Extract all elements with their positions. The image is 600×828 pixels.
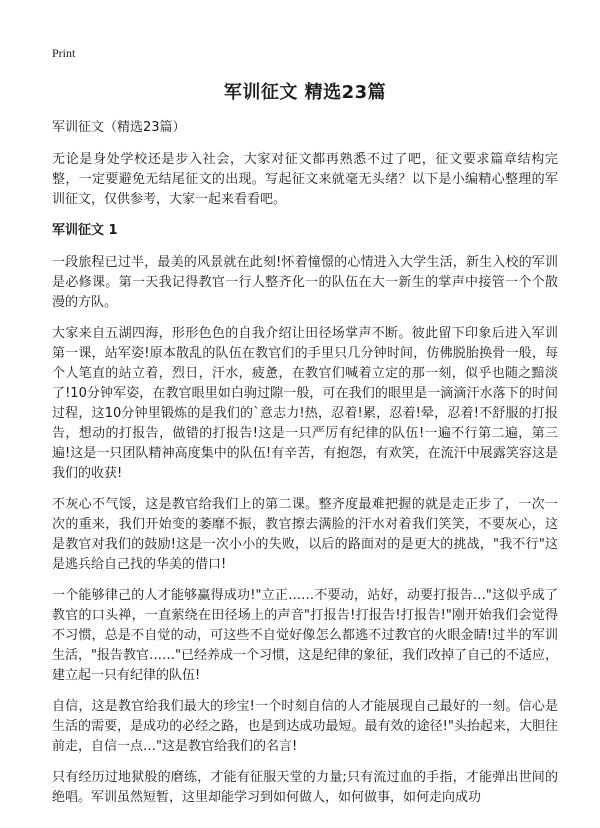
body-paragraph: 大家来自五湖四海，形形色色的自我介绍让田径场掌声不断。彼此留下印象后进入军训第一课，站军姿!原本散乱的队伍在教官们的手里只几分钟时间，仿佛脱胎换骨一般，每个人笔直的站立着，烈日，汗水，疲惫，在教官们喊着立定的那一刻，似乎也随之黯淡了!10分钟军姿，在教官眼里如白驹过隙一般，可在我们的眼里是一滴滴汗水落下的时间过程，这10分钟里锻炼的是我们的`意志力!热，忍着!累，忍着!晕，忍着!不舒服的打报告，想动的打报告，做错的打报告!这是一只严厉有纪律的队伍!一遍不行第二遍，第三遍!这是一只团队精神高度集中的队伍!有辛苦，有抱怨，有欢笑，在流汗中展露笑容这是我们的收获! <box>52 326 558 481</box>
print-link[interactable]: Print <box>52 46 76 60</box>
document-subtitle: 军训征文（精选23篇） <box>52 120 186 135</box>
body-paragraph: 只有经历过地狱般的磨练，才能有征服天堂的力量;只有流过血的手指，才能弹出世间的绝唱。军训虽然短暂，这里却能学习到如何做人，如何做事，如何走向成功 <box>52 770 558 805</box>
body-paragraph: 一个能够律己的人才能够赢得成功!"立正……不要动，站好，动要打报告…"这似乎成了教官的口头禅，一直萦绕在田径场上的声音"打报告!打报告!打报告!"刚开始我们会觉得不习惯，总是不自觉的动，可这些不自觉好像怎么都逃不过教官的火眼金睛!过半的军训生活，"报告教官……"已经养成一个习惯，这是纪律的象征，我们改掉了自己的不适应，建立起一只有纪律的队伍! <box>52 588 558 683</box>
section-heading: 军训征文 1 <box>52 223 118 238</box>
document-body <box>52 78 558 819</box>
document-title: 军训征文 精选23篇 <box>223 82 387 103</box>
intro-paragraph: 无论是身处学校还是步入社会，大家对征文都再熟悉不过了吧，征文要求篇章结构完整，一定要避免无结尾征文的出现。写起征文来就毫无头绪？以下是小编精心整理的军训征文，仅供参考，大家一起来看看吧。 <box>52 152 558 207</box>
body-paragraph: 自信，这是教官给我们最大的珍宝!一个时刻自信的人才能展现自己最好的一刻。信心是生活的需要，是成功的必经之路，也是到达成功最短。最有效的途径!"头抬起来，大胆往前走，自信一点…"这是教官给我们的名言! <box>52 699 558 754</box>
body-paragraph: 一段旅程已过半，最美的风景就在此刻!怀着憧憬的心情进入大学生活，新生入校的军训是必修课。第一天我记得教官一行人整齐化一的队伍在大一新生的掌声中接管一个个散漫的方队。 <box>52 255 558 310</box>
body-paragraph: 不灰心不气馁，这是教官给我们上的第二课。整齐度最难把握的就是走正步了，一次一次的重来，我们开始变的萎靡不振，教官擦去满脸的汗水对着我们笑笑，不要灰心，这是教官对我们的鼓励!这是一次小小的失败，以后的路面对的是更大的挑战，"我不行"这是逃兵给自己找的华美的借口! <box>52 497 558 572</box>
